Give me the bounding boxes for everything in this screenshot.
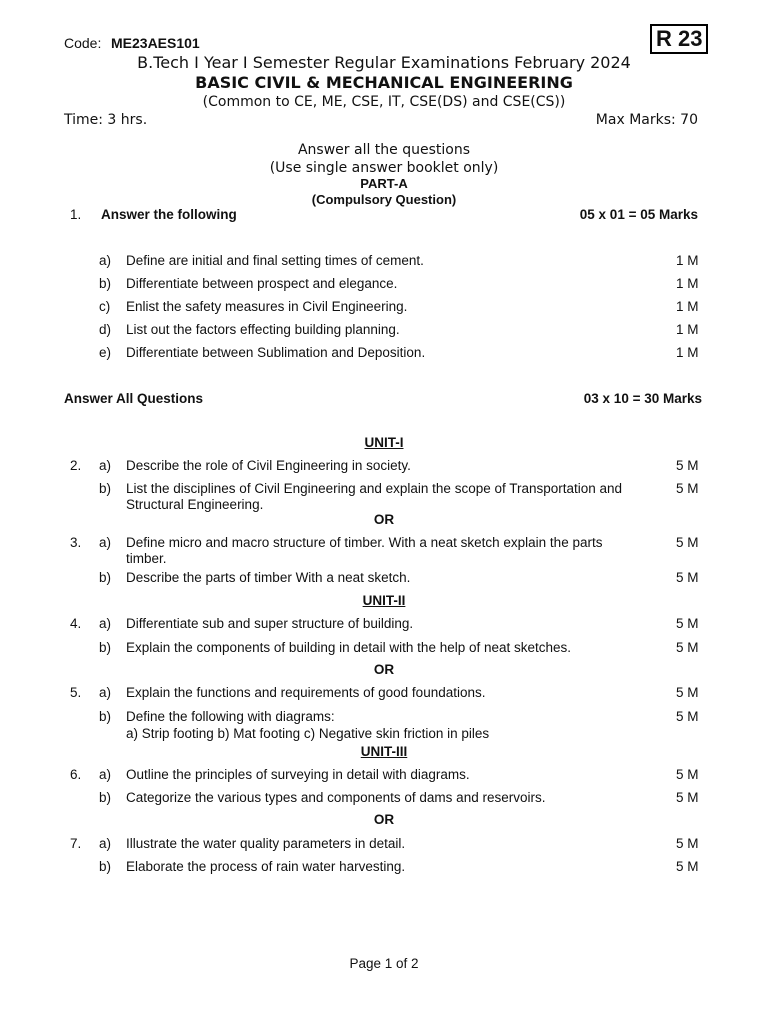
question-text: Define micro and macro structure of timber. With a neat sketch explain the parts timber.	[126, 535, 603, 566]
item-mark: 1 M	[676, 253, 699, 268]
sub-letter: a)	[99, 535, 112, 550]
sub-letter: a)	[99, 685, 112, 700]
item-text: Differentiate between prospect and elegance.	[126, 276, 398, 291]
question-text: List the disciplines of Civil Engineering and explain the scope of Transportation and Structural Engineering.	[126, 481, 623, 512]
question-number: 1.	[70, 207, 82, 222]
sub-letter: b)	[99, 481, 112, 496]
part-a-title: PART-A	[360, 176, 408, 191]
question-number: 4.	[70, 616, 82, 631]
question-number: 5.	[70, 685, 82, 700]
question-marks: 05 x 01 = 05 Marks	[579, 207, 698, 222]
exam-time: Time: 3 hrs.	[64, 112, 148, 128]
question-text: Illustrate the water quality parameters in detail.	[126, 836, 406, 851]
question-title: Answer the following	[101, 207, 237, 222]
question-text: Categorize the various types and components of dams and reservoirs.	[126, 790, 546, 805]
question-mark: 5 M	[676, 859, 699, 874]
max-marks: Max Marks: 70	[595, 112, 698, 128]
page-number: Page 1 of 2	[349, 956, 419, 971]
item-text: Differentiate between Sublimation and Deposition.	[126, 345, 426, 360]
sub-letter: a)	[99, 616, 112, 631]
item-mark: 1 M	[676, 276, 699, 291]
or-separator: OR	[373, 812, 395, 827]
code-label: Code:	[64, 35, 102, 51]
item-mark: 1 M	[676, 322, 699, 337]
question-text: Explain the functions and requirements of good foundations.	[126, 685, 486, 700]
item-mark: 1 M	[676, 299, 699, 314]
item-letter: d)	[99, 322, 112, 337]
item-text: Define are initial and final setting times of cement.	[126, 253, 424, 268]
question-mark: 5 M	[676, 790, 699, 805]
instruction-answer-all: Answer all the questions	[297, 142, 471, 158]
part-b-title: Answer All Questions	[64, 391, 204, 406]
question-number: 7.	[70, 836, 82, 851]
regulation-badge: R 23	[650, 24, 708, 54]
sub-letter: b)	[99, 859, 112, 874]
or-separator: OR	[373, 512, 395, 527]
question-number: 3.	[70, 535, 82, 550]
question-mark: 5 M	[676, 685, 699, 700]
subject-title: BASIC CIVIL & MECHANICAL ENGINEERING	[195, 73, 573, 92]
question-text: Differentiate sub and super structure of building.	[126, 616, 414, 631]
item-letter: b)	[99, 276, 112, 291]
common-to: (Common to CE, ME, CSE, IT, CSE(DS) and CSE(CS))	[202, 94, 566, 110]
sub-letter: b)	[99, 640, 112, 655]
or-separator: OR	[373, 662, 395, 677]
question-text: Describe the parts of timber With a neat sketch.	[126, 570, 411, 585]
item-letter: c)	[99, 299, 111, 314]
item-mark: 1 M	[676, 345, 699, 360]
sub-letter: b)	[99, 790, 112, 805]
question-mark: 5 M	[676, 640, 699, 655]
question-text: Define the following with diagrams:	[126, 709, 335, 724]
question-mark: 5 M	[676, 836, 699, 851]
question-text: Explain the components of building in detail with the help of neat sketches.	[126, 640, 572, 655]
question-mark: 5 M	[676, 767, 699, 782]
instruction-booklet: (Use single answer booklet only)	[269, 160, 499, 176]
question-number: 6.	[70, 767, 82, 782]
item-letter: e)	[99, 345, 112, 360]
question-mark: 5 M	[676, 481, 699, 496]
item-text: Enlist the safety measures in Civil Engineering.	[126, 299, 408, 314]
sub-letter: b)	[99, 709, 112, 724]
question-text: Describe the role of Civil Engineering in society.	[126, 458, 411, 473]
sub-letter: a)	[99, 458, 112, 473]
sub-letter: a)	[99, 836, 112, 851]
question-number: 2.	[70, 458, 82, 473]
part-b-marks: 03 x 10 = 30 Marks	[583, 391, 702, 406]
question-mark: 5 M	[676, 709, 699, 724]
unit-heading: UNIT-I	[364, 435, 404, 450]
sub-letter: b)	[99, 570, 112, 585]
item-letter: a)	[99, 253, 112, 268]
question-text-line2: a) Strip footing b) Mat footing c) Negative skin friction in piles	[126, 726, 490, 741]
sub-letter: a)	[99, 767, 112, 782]
item-text: List out the factors effecting building planning.	[126, 322, 400, 337]
question-mark: 5 M	[676, 616, 699, 631]
question-mark: 5 M	[676, 570, 699, 585]
exam-title: B.Tech I Year I Semester Regular Examinations February 2024	[137, 53, 631, 72]
unit-heading: UNIT-III	[360, 744, 408, 759]
subject-code: ME23AES101	[111, 35, 200, 51]
part-a-subtitle: (Compulsory Question)	[311, 192, 457, 207]
unit-heading: UNIT-II	[362, 593, 406, 608]
question-mark: 5 M	[676, 535, 699, 550]
question-text: Outline the principles of surveying in detail with diagrams.	[126, 767, 470, 782]
question-text: Elaborate the process of rain water harvesting.	[126, 859, 406, 874]
question-mark: 5 M	[676, 458, 699, 473]
